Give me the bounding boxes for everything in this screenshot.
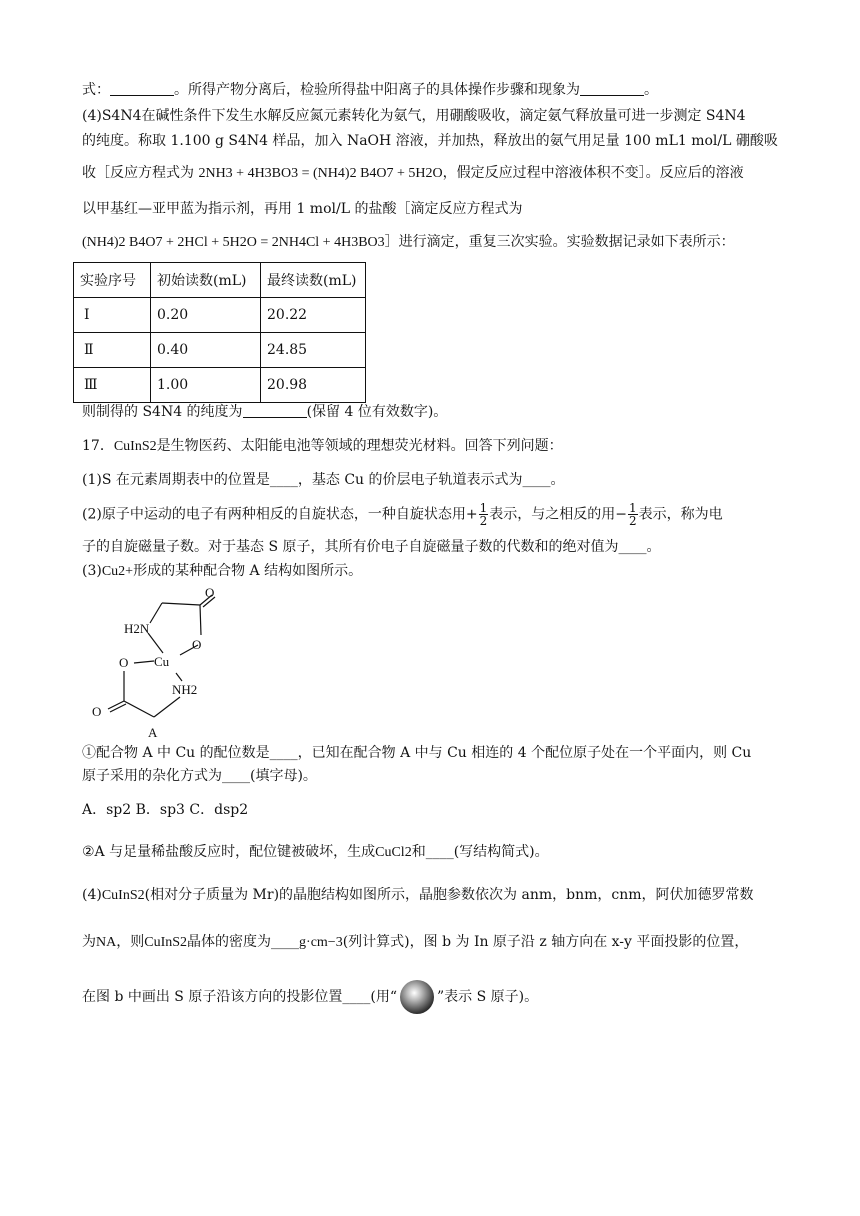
text: 形成的某种配合物 A 结构如图所示。 (133, 563, 363, 579)
answer-blank[interactable] (110, 81, 174, 96)
table-cell: Ⅰ (74, 298, 151, 333)
text: 为 (82, 934, 96, 950)
text: 表示，与之相反的用 (489, 506, 616, 523)
q16-purity-line (82, 402, 447, 422)
avogadro-symbol: NA (96, 935, 117, 950)
answer-blank[interactable] (580, 81, 644, 96)
q17-part1: (1)S 在元素周期表中的位置是____，基态 Cu 的价层电子轨道表示式为____。 (82, 472, 565, 488)
table-header: 最终读数(mL) (261, 263, 366, 298)
table-cell: 20.22 (261, 298, 366, 333)
formula: CuInS2 (144, 935, 188, 950)
q17-part3-2 (82, 842, 549, 863)
table-header: 实验序号 (74, 263, 151, 298)
text: (3) (82, 563, 102, 579)
fraction-one-half (628, 502, 638, 527)
q16-part4-line5 (82, 232, 735, 253)
atom-label: H2N (124, 621, 150, 636)
q17-part4-line2 (82, 932, 748, 953)
q17-part3 (82, 561, 362, 582)
answer-blank[interactable] (243, 403, 307, 418)
text: 在图 b 中画出 S 原子沿该方向的投影位置____(用“ (82, 989, 397, 1005)
titration-data-table (73, 262, 366, 403)
unit: g·cm−3 (299, 935, 343, 950)
numerator: 1 (479, 501, 488, 515)
q16-equation-line (82, 80, 658, 100)
table-cell: Ⅲ (74, 368, 151, 403)
q17-options: A．sp2 B．sp3 C．dsp2 (82, 802, 249, 818)
q16-part4-line3 (82, 163, 744, 184)
question-number: 17． (82, 438, 114, 454)
equation: (NH4)2 B4O7 + 2HCl + 5H2O = 2NH4Cl + 4H3BO3 (82, 235, 385, 250)
text: (相对分子质量为 Mr)的晶胞结构如图所示，晶胞参数依次为 anm，bnm，cnm，阿伏加德罗常数 (144, 887, 754, 903)
atom-label: O (119, 655, 129, 670)
text: (2)原子中运动的电子有两种相反的自旋状态，一种自旋状态用 (82, 506, 466, 523)
text: (保留 4 位有效数字)。 (306, 404, 448, 420)
q17-intro (82, 436, 563, 457)
text: 式： (82, 82, 110, 98)
atom-label: O (92, 704, 102, 719)
q16-part4-line2: 的纯度。称取 1.100 g S4N4 样品，加入 NaOH 溶液，并加热，释放出的氨气用足量 100 mL1 mol/L 硼酸吸 (82, 133, 778, 149)
text: 则制得的 S4N4 的纯度为 (82, 404, 243, 420)
table-row (74, 298, 366, 333)
formula: CuInS2 (101, 888, 145, 903)
table-cell: Ⅱ (74, 333, 151, 368)
table-cell: 0.20 (151, 298, 261, 333)
atom-label: Cu (154, 654, 170, 669)
formula: CuCl2 (375, 845, 412, 860)
text: 和____(写结构简式)。 (411, 844, 549, 860)
sign: − (615, 506, 627, 523)
text: ，假定反应过程中溶液体积不变］。反应后的溶液 (442, 165, 744, 181)
fraction-one-half (479, 502, 489, 527)
q17-part3-1-line2: 原子采用的杂化方式为____(填字母)。 (82, 768, 317, 784)
table-cell: 0.40 (151, 333, 261, 368)
text: ］进行滴定，重复三次实验。实验数据记录如下表所示： (384, 234, 735, 250)
atom-label: O (205, 585, 215, 600)
formula: CuInS2 (113, 439, 157, 454)
q17-part4-line3 (82, 980, 538, 1014)
table-cell: 1.00 (151, 368, 261, 403)
text: ，则 (116, 934, 145, 950)
text: 收［反应方程式为 (82, 165, 194, 181)
text: 。 (644, 82, 658, 98)
q16-part4-line4: 以甲基红—亚甲蓝为指示剂，再用 1 mol/L 的盐酸［滴定反应方程式为 (82, 201, 523, 217)
denominator: 2 (628, 514, 637, 528)
text: (列计算式)，图 b 为 In 原子沿 z 轴方向在 x-y 平面投影的位置， (342, 934, 749, 950)
table-header-row (74, 263, 366, 298)
text: ”表示 S 原子)。 (436, 989, 539, 1005)
q17-part3-1-line1: ①配合物 A 中 Cu 的配位数是____，已知在配合物 A 中与 Cu 相连的 4 个配位原子处在一个平面内，则 Cu (82, 745, 752, 761)
text: ②A 与足量稀盐酸反应时，配位键被破坏，生成 (82, 844, 376, 860)
equation: 2NH3 + 4H3BO3 = (NH4)2 B4O7 + 5H2O (198, 166, 443, 181)
table-row (74, 368, 366, 403)
text: 晶体的密度为____ (187, 934, 300, 950)
text: (4) (82, 887, 102, 903)
atom-label: NH2 (172, 682, 198, 697)
complex-A-structure-diagram (88, 585, 238, 740)
table-cell: 24.85 (261, 333, 366, 368)
table-cell: 20.98 (261, 368, 366, 403)
text: 表示，称为电 (638, 506, 723, 523)
table-row (74, 333, 366, 368)
figure-caption: A (148, 725, 158, 740)
q16-part4-line1: (4)S4N4在碱性条件下发生水解反应氮元素转化为氨气，用硼酸吸收，滴定氨气释放量可进一步测定 S4N4 (82, 108, 746, 124)
denominator: 2 (479, 514, 488, 528)
sign: + (465, 506, 478, 523)
table-header: 初始读数(mL) (151, 263, 261, 298)
numerator: 1 (628, 501, 637, 515)
text: 是生物医药、太阳能电池等领域的理想荧光材料。回答下列问题： (156, 438, 563, 454)
q17-part4-line1 (82, 885, 754, 906)
atom-label: O (192, 637, 202, 652)
q17-part2-line2: 子的自旋磁量子数。对于基态 S 原子，其所有价电子自旋磁量子数的代数和的绝对值为____。 (82, 539, 661, 555)
ion: Cu2+ (101, 564, 134, 579)
text: 。所得产物分离后，检验所得盐中阳离子的具体操作步骤和现象为 (174, 82, 580, 98)
s-atom-sphere-icon (400, 980, 434, 1014)
q17-part2-line1 (82, 502, 723, 527)
